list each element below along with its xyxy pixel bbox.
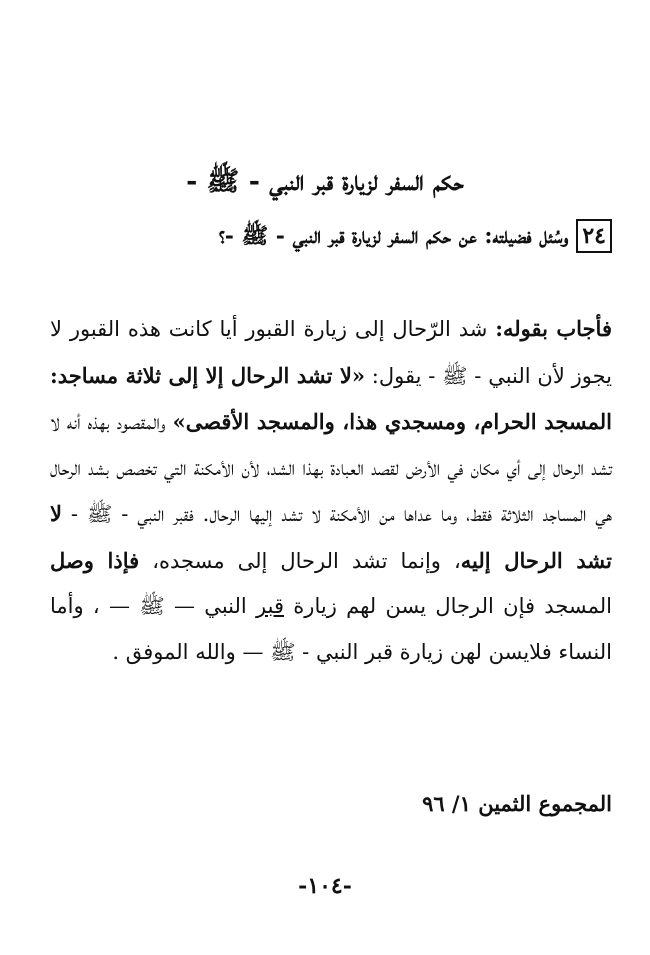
page-number: -١٠٤- (298, 873, 352, 899)
question-paragraph (50, 214, 612, 258)
answer-paragraph (50, 306, 612, 675)
answer-text-3: ، وإنما تشد الرحال إلى مسجده، (139, 548, 461, 573)
answer-text-2: والمقصود بهذه أنه لا تشد الرحال إلى أي مكان في الأرض لقصد العبادة بهذا الشد، لأن الأمكنة التي تخصص بشد الرحال هي المساجد الثلاثة فقط، وما عداها من الأمكنة لا تشد إليها الرحال. فقبر النبي - ﷺ - (50, 410, 612, 526)
question-text: وسُئل فضيلته: عن حكم السفر لزيارة قبر النبي - ﷺ -؟ (218, 223, 569, 249)
answer-text-1: شد الرّحال إلى زيارة القبور أيا كانت هذه القبور لا يجوز لأن النبي - ﷺ - يقول: (50, 317, 612, 388)
answer-bold-2: لا تشد الرحال إليه (50, 501, 613, 573)
source-reference: المجموع الثمين ١/ ٩٦ (422, 791, 612, 816)
answer-text-5: النبي — ﷺ — ، وأما النساء فلايسن لهن زيارة قبر النبي - ﷺ — والله الموفق . (50, 594, 612, 664)
answer-bold-3: فإذا وصل (50, 547, 140, 573)
answer-underlined-word: قبر (256, 594, 284, 618)
hadith-quote: «لا تشد الرحال إلا إلى ثلاثة مساجد: المسجد الحرام، ومسجدي هذا، والمسجد الأقصى» (50, 362, 612, 434)
question-number-box: ٢٤ (576, 219, 612, 253)
section-title: حكم السفر لزيارة قبر النبي - ﷺ - (186, 166, 464, 197)
answer-text-4: المسجد فإن الرجال يسن لهم زيارة (284, 594, 612, 618)
answer-lead: فأجاب بقوله: (495, 316, 612, 341)
